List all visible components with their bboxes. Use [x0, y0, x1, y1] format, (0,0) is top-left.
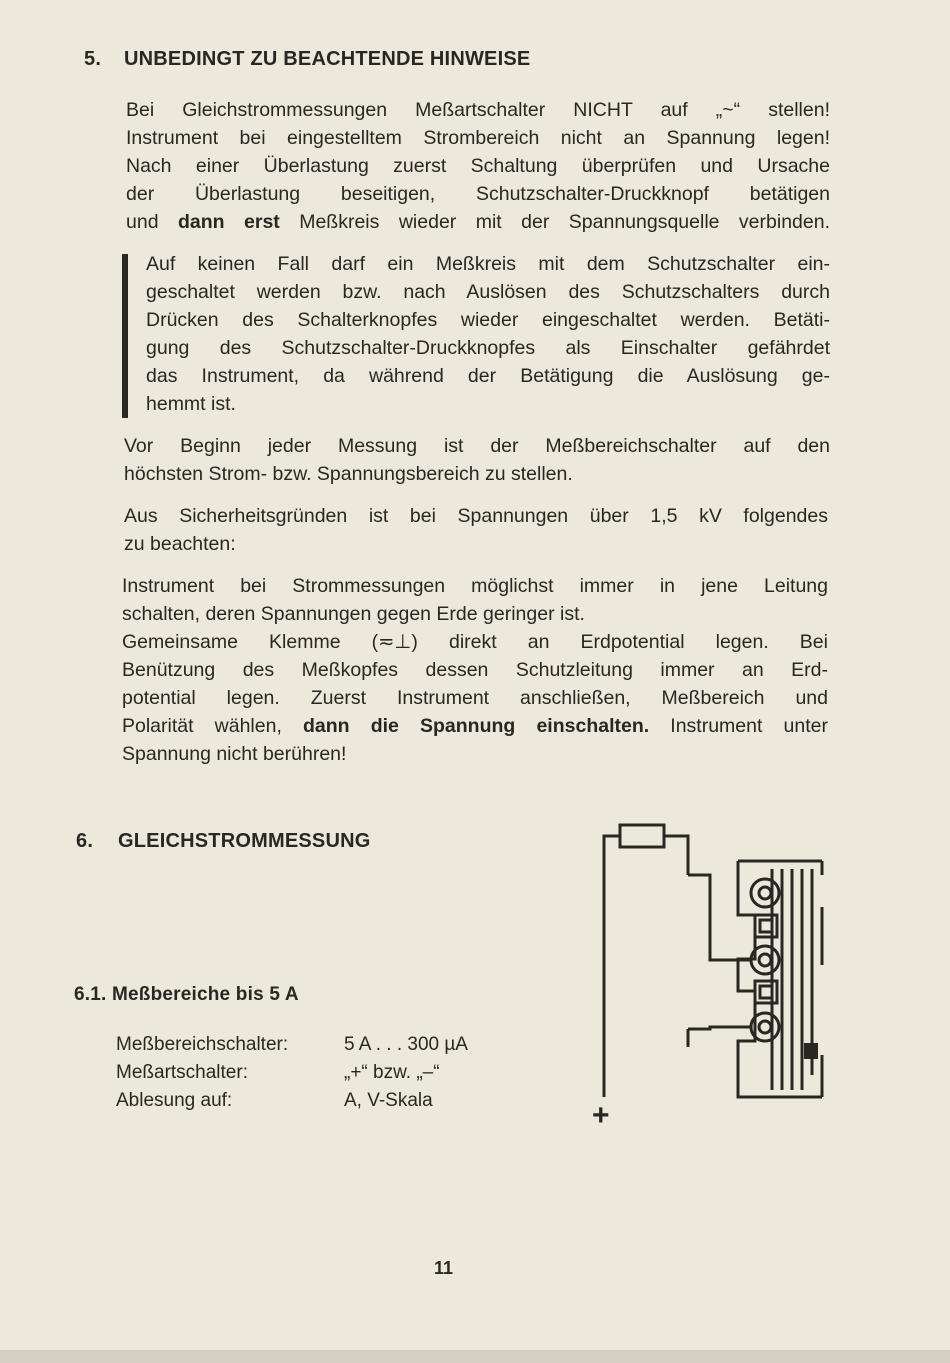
- section-5-heading: [84, 48, 530, 71]
- terminal-diagram: [590, 815, 850, 1135]
- text-line: [122, 712, 828, 740]
- row-label: Meßartschalter:: [116, 1062, 248, 1083]
- text-line: Gemeinsame Klemme (≂⊥) direkt an Erdpotential legen. Bei: [122, 631, 828, 653]
- section-6-1-heading: 6.1. Meßbereiche bis 5 A: [74, 984, 299, 1005]
- text-line: Auf keinen Fall darf ein Meßkreis mit dem Schutzschalter ein-: [146, 253, 830, 275]
- text-line: das Instrument, da während der Betätigung die Auslösung ge-: [146, 365, 830, 387]
- page-number: 11: [434, 1258, 454, 1278]
- section-5-number: 5.: [84, 48, 102, 70]
- wire-to-terminal-2: [688, 875, 751, 960]
- text-line: Instrument bei eingestelltem Strombereich nicht an Spannung legen!: [126, 127, 830, 149]
- section-6-title: GLEICHSTROMMESSUNG: [118, 830, 371, 852]
- bold-fragment: dann die Spannung einschalten.: [303, 715, 650, 737]
- paragraph-warning: [146, 250, 830, 418]
- text-line: Bei Gleichstrommessungen Meßartschalter NICHT auf „~“ stellen!: [126, 99, 830, 121]
- text-line: schalten, deren Spannungen gegen Erde geringer ist.: [122, 603, 585, 625]
- row-label: Meßbereichschalter:: [116, 1034, 289, 1055]
- text-line: potential legen. Zuerst Instrument anschließen, Meßbereich und: [122, 687, 828, 709]
- text-line: Benützung des Meßkopfes dessen Schutzleitung immer an Erd-: [122, 659, 828, 681]
- text-line: Spannung nicht berühren!: [122, 743, 347, 765]
- text-line: der Überlastung beseitigen, Schutzschalter-Druckknopf betätigen: [126, 183, 830, 205]
- text-line: Vor Beginn jeder Messung ist der Meßbereichschalter auf den: [124, 435, 830, 457]
- text-fragment: Instrument unter: [649, 715, 828, 737]
- paragraph-instructions: [122, 572, 828, 768]
- section-6-heading: [76, 830, 371, 853]
- text-fragment: und: [126, 211, 178, 233]
- terminal-circle-3-inner: [759, 1021, 771, 1033]
- text-fragment: Polarität wählen,: [122, 715, 303, 737]
- text-line: hemmt ist.: [146, 393, 236, 415]
- page-edge: [0, 1350, 950, 1363]
- warning-bar: [122, 254, 128, 418]
- row-value: „+“ bzw. „–“: [344, 1062, 440, 1083]
- terminal-square-2-inner: [760, 986, 772, 998]
- terminal-circle-1-inner: [759, 887, 771, 899]
- row-value: A, V-Skala: [344, 1090, 433, 1111]
- indicator-block: [804, 1043, 818, 1059]
- wire-left: [604, 836, 620, 1097]
- text-line: Instrument bei Strommessungen möglichst immer in jene Leitung: [122, 575, 828, 597]
- text-fragment: Meßkreis wieder mit der Spannungsquelle verbinden.: [279, 211, 830, 233]
- row-value: 5 A . . . 300 µA: [344, 1034, 468, 1055]
- text-line: Aus Sicherheitsgründen ist bei Spannungen über 1,5 kV folgendes: [124, 505, 828, 527]
- wire-to-terminal-3: [688, 1027, 751, 1029]
- text-line: Drücken des Schalterknopfes wieder eingeschaltet werden. Betäti-: [146, 309, 830, 331]
- terminal-circle-2-inner: [759, 954, 771, 966]
- text-line: zu beachten:: [124, 533, 236, 555]
- terminal-square-1-inner: [760, 920, 772, 932]
- paragraph-range-switch: [124, 432, 830, 488]
- terminal-circle-1: [751, 879, 779, 907]
- terminal-square-2: [755, 981, 777, 1003]
- text-line: [126, 208, 830, 236]
- wire-right: [664, 836, 688, 875]
- paragraph-hints: [126, 96, 830, 236]
- section-6-number: 6.: [76, 830, 94, 852]
- text-line: höchsten Strom- bzw. Spannungsbereich zu stellen.: [124, 463, 573, 485]
- fuse-symbol: [620, 825, 664, 847]
- section-5-title: UNBEDINGT ZU BEACHTENDE HINWEISE: [124, 48, 531, 70]
- bold-fragment: dann erst: [177, 211, 280, 233]
- terminal-square-1: [755, 915, 777, 937]
- plus-label: +: [592, 1099, 610, 1132]
- text-line: gung des Schutzschalter-Druckknopfes als Einschalter gefährdet: [146, 337, 830, 359]
- text-line: Nach einer Überlastung zuerst Schaltung überprüfen und Ursache: [126, 155, 830, 177]
- row-label: Ablesung auf:: [116, 1090, 233, 1111]
- text-line: geschaltet werden bzw. nach Auslösen des Schutzschalters durch: [146, 281, 830, 303]
- paragraph-safety: [124, 502, 828, 558]
